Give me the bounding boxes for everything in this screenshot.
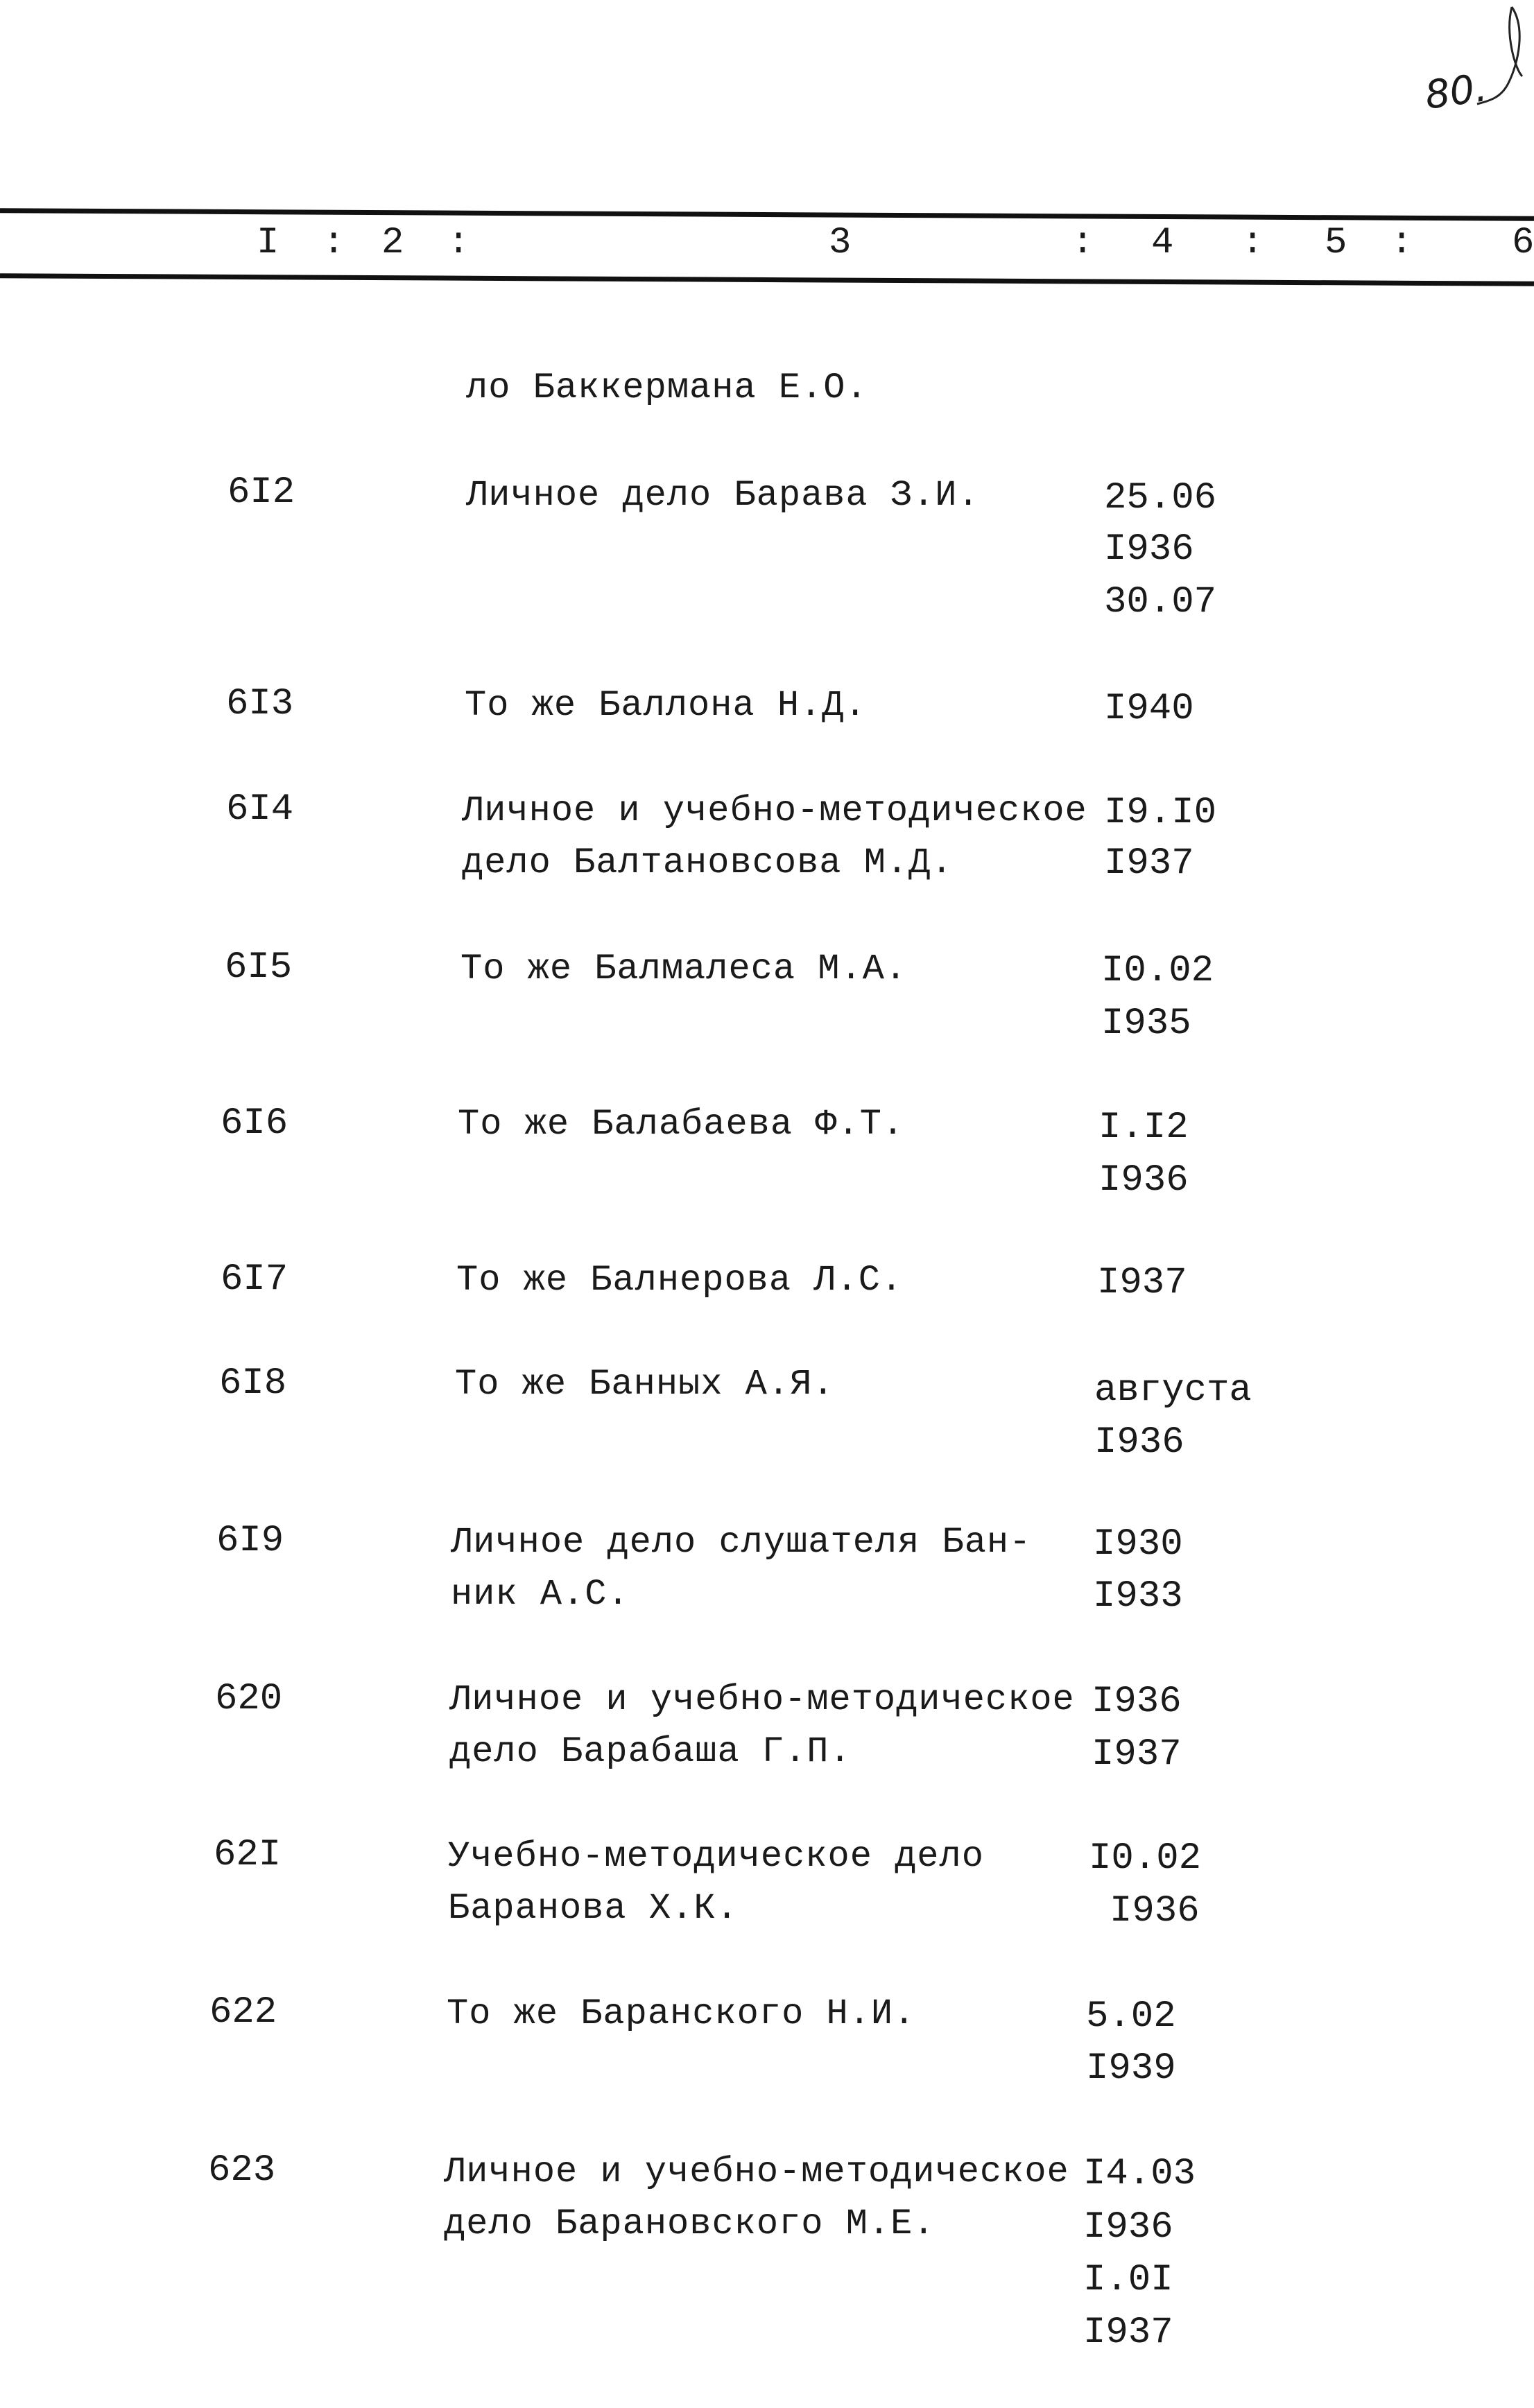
entry-date: 25.06 — [1104, 477, 1217, 519]
entry-date: I0.02 — [1089, 1837, 1202, 1880]
page-number: 80. — [1422, 65, 1490, 119]
entry-number: 620 — [215, 1678, 283, 1720]
entry-title: дело Балтановсова М.Д. — [462, 842, 954, 883]
entry-date: I4.03 — [1083, 2153, 1196, 2195]
entry-date: I936 — [1092, 1681, 1182, 1723]
col-sep: : — [1390, 222, 1413, 264]
entry-date: I930 — [1093, 1523, 1183, 1566]
entry-number: 6I9 — [216, 1520, 284, 1562]
entry-title: Баранова Х.К. — [448, 1888, 739, 1929]
entry-title: Учебно-методическое дело — [448, 1836, 984, 1877]
entry-title: Личное дело слушателя Бан- — [451, 1522, 1032, 1563]
col-header-1: I — [257, 222, 279, 264]
entry-date: I0.02 — [1101, 950, 1214, 992]
entry-title: Личное дело Барава З.И. — [466, 475, 980, 516]
entry-date: I939 — [1086, 2047, 1176, 2090]
entry-title: Личное и учебно-методическое — [444, 2151, 1069, 2192]
entry-title: дело Барабаша Г.П. — [449, 1731, 852, 1772]
col-sep: : — [1071, 222, 1094, 264]
col-header-3: 3 — [829, 222, 852, 264]
entry-title: дело Барановского М.Е. — [444, 2203, 936, 2244]
entry-date: 5.02 — [1086, 1995, 1176, 2038]
entry-date: I935 — [1101, 1003, 1191, 1045]
entry-date: августа — [1094, 1369, 1252, 1412]
col-sep: : — [447, 222, 470, 264]
continuation-text: ло Баккермана Е.О. — [466, 367, 868, 408]
col-header-4: 4 — [1151, 222, 1174, 264]
entry-date: I936 — [1094, 1421, 1184, 1464]
entry-title: То же Банных А.Я. — [455, 1364, 835, 1405]
header-rule-bottom — [0, 273, 1534, 286]
entry-date: I9.I0 — [1104, 792, 1217, 834]
entry-number: 62I — [214, 1834, 282, 1876]
entry-date: I936 — [1104, 528, 1194, 571]
entry-number: 6I6 — [221, 1102, 288, 1145]
col-header-5: 5 — [1325, 222, 1347, 264]
entry-date: I937 — [1097, 1262, 1187, 1304]
entry-date: I937 — [1104, 842, 1194, 885]
entry-date: I936 — [1110, 1890, 1200, 1932]
entry-title: ник А.С. — [451, 1574, 630, 1615]
entry-date: I.0I — [1083, 2259, 1173, 2301]
entry-title: То же Балнерова Л.С. — [456, 1260, 904, 1301]
col-header-6: 6 — [1512, 222, 1534, 264]
entry-date: I.I2 — [1098, 1107, 1189, 1149]
entry-date: I936 — [1098, 1159, 1189, 1202]
entry-title: То же Баллона Н.Д. — [465, 685, 867, 726]
entry-title: То же Балабаева Ф.Т. — [458, 1104, 905, 1145]
entry-date: I940 — [1104, 688, 1194, 730]
header-rule-top — [0, 208, 1534, 221]
entry-date: I937 — [1092, 1733, 1182, 1776]
entry-title: То же Балмалеса М.А. — [460, 949, 908, 989]
entry-number: 623 — [208, 2149, 276, 2192]
entry-title: То же Баранского Н.И. — [447, 1993, 916, 2034]
entry-title: Личное и учебно-методическое — [462, 790, 1087, 831]
entry-number: 6I4 — [226, 788, 294, 831]
entry-date: I937 — [1083, 2312, 1173, 2354]
entry-date: I933 — [1093, 1575, 1183, 1618]
entry-number: 6I2 — [227, 471, 295, 514]
col-sep: : — [322, 222, 345, 264]
entry-number: 6I5 — [225, 946, 293, 989]
entry-number: 6I8 — [219, 1362, 287, 1405]
entry-number: 6I3 — [226, 683, 294, 725]
entry-number: 6I7 — [221, 1258, 288, 1301]
entry-number: 622 — [209, 1991, 277, 2034]
entry-date: 30.07 — [1104, 581, 1217, 623]
entry-date: I936 — [1083, 2206, 1173, 2249]
entry-title: Личное и учебно-методическое — [449, 1679, 1075, 1720]
col-sep: : — [1241, 222, 1264, 264]
col-header-2: 2 — [381, 222, 404, 264]
